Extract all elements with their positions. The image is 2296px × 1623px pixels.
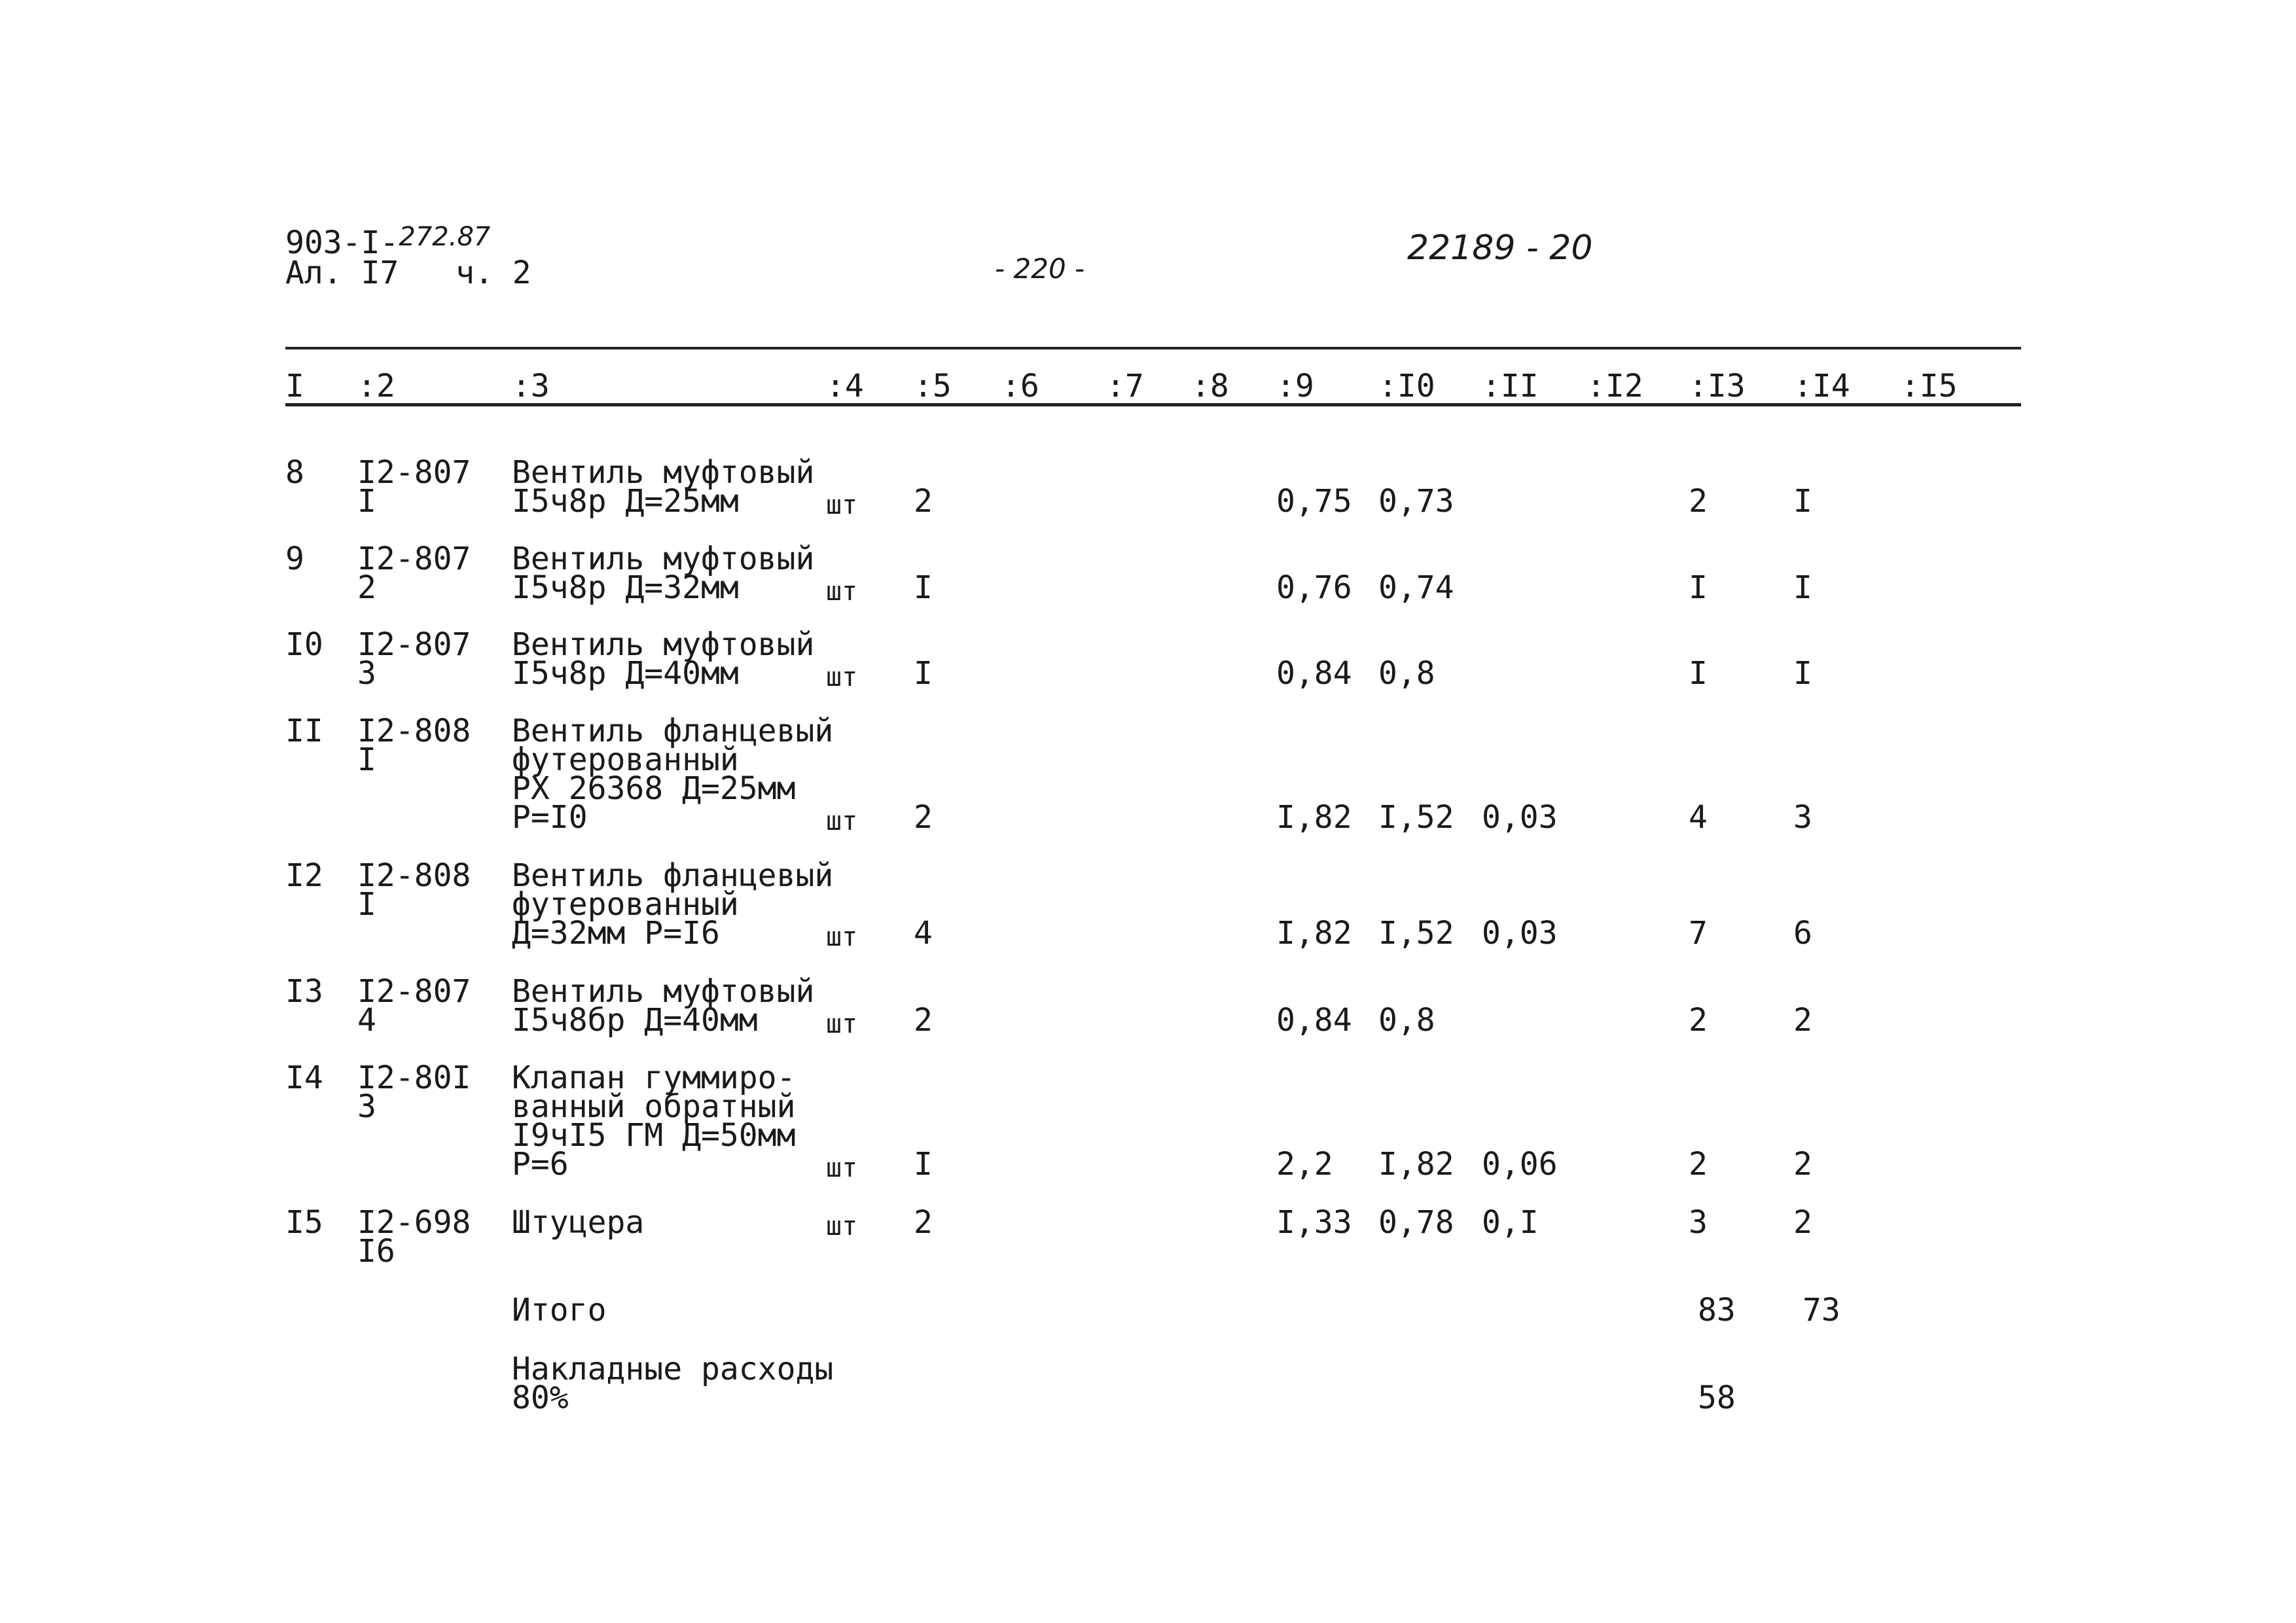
quantity: 2 — [914, 799, 933, 836]
column-header: :I4 — [1793, 368, 1850, 404]
total-col-13: 58 — [1698, 1380, 1736, 1416]
unit: шт — [826, 490, 858, 520]
col-9-value: 0,76 — [1276, 569, 1352, 606]
top-rule — [285, 347, 2021, 349]
column-header: :6 — [1001, 368, 1039, 404]
column-header: :3 — [512, 368, 550, 404]
column-header: :5 — [914, 368, 952, 404]
unit: шт — [826, 1211, 858, 1241]
column-header: :9 — [1276, 368, 1314, 404]
row-number: II — [285, 713, 323, 749]
column-header: I — [285, 368, 304, 404]
unit: шт — [826, 922, 858, 952]
col-14-value: 2 — [1793, 1002, 1812, 1039]
col-10-value: 0,78 — [1378, 1204, 1454, 1241]
col-10-value: 0,73 — [1378, 483, 1454, 520]
col-13-value: I — [1689, 569, 1708, 606]
column-header: :4 — [826, 368, 864, 404]
col-10-value: 0,74 — [1378, 569, 1454, 606]
total-col-14: 73 — [1803, 1292, 1840, 1329]
col-9-value: 0,75 — [1276, 483, 1352, 520]
col-14-value: 3 — [1793, 799, 1812, 836]
col-13-value: 3 — [1689, 1204, 1708, 1241]
row-number: I3 — [285, 973, 323, 1010]
column-header: :I0 — [1378, 368, 1435, 404]
rate-code: I2-807 4 — [357, 973, 471, 1039]
col-14-value: I — [1793, 655, 1812, 692]
col-11-value: 0,03 — [1482, 915, 1558, 952]
total-col-13: 83 — [1698, 1292, 1736, 1329]
item-name: Вентиль фланцевый футерованный РХ 26368 Д=25мм Р=I0 — [512, 713, 834, 836]
row-number: I5 — [285, 1204, 323, 1241]
col-9-value: 0,84 — [1276, 655, 1352, 692]
column-header: :7 — [1106, 368, 1144, 404]
rate-code: I2-698 I6 — [357, 1204, 471, 1270]
col-10-value: I,82 — [1378, 1146, 1454, 1183]
col-10-value: 0,8 — [1378, 1002, 1435, 1039]
item-name: Вентиль муфтовый I5ч8р Д=25мм — [512, 454, 815, 520]
rate-code: I2-80I 3 — [357, 1060, 471, 1125]
col-14-value: I — [1793, 569, 1812, 606]
unit: шт — [826, 662, 858, 692]
col-9-value: 0,84 — [1276, 1002, 1352, 1039]
col-10-value: I,52 — [1378, 799, 1454, 836]
col-9-value: I,82 — [1276, 799, 1352, 836]
col-10-value: 0,8 — [1378, 655, 1435, 692]
quantity: I — [914, 1146, 933, 1183]
total-label: Накладные расходы 80% — [512, 1351, 834, 1416]
quantity: 4 — [914, 915, 933, 952]
col-13-value: 2 — [1689, 1146, 1708, 1183]
rate-code: I2-807 3 — [357, 626, 471, 692]
quantity: 2 — [914, 1204, 933, 1241]
col-11-value: 0,I — [1482, 1204, 1539, 1241]
col-14-value: I — [1793, 483, 1812, 520]
item-name: Вентиль муфтовый I5ч8р Д=32мм — [512, 541, 815, 606]
quantity: I — [914, 655, 933, 692]
col-13-value: 4 — [1689, 799, 1708, 836]
rate-code: I2-808 I — [357, 857, 471, 923]
col-9-value: 2,2 — [1276, 1146, 1333, 1183]
unit: шт — [826, 577, 858, 607]
col-13-value: 7 — [1689, 915, 1708, 952]
row-number: 8 — [285, 454, 304, 491]
unit: шт — [826, 1009, 858, 1039]
col-10-value: I,52 — [1378, 915, 1454, 952]
col-14-value: 6 — [1793, 915, 1812, 952]
col-11-value: 0,06 — [1482, 1146, 1558, 1183]
row-number: I2 — [285, 857, 323, 894]
col-14-value: 2 — [1793, 1204, 1812, 1241]
unit: шт — [826, 806, 858, 836]
column-header: :2 — [357, 368, 395, 404]
column-header: :I5 — [1901, 368, 1958, 404]
quantity: 2 — [914, 483, 933, 520]
col-13-value: 2 — [1689, 1002, 1708, 1039]
rate-code: I2-807 I — [357, 454, 471, 520]
item-name: Клапан гуммиро- ванный обратный I9чI5 ГМ Д=50мм Р=6 — [512, 1060, 796, 1183]
row-number: I0 — [285, 626, 323, 663]
item-name: Вентиль муфтовый I5ч8бр Д=40мм — [512, 973, 815, 1039]
rate-code: I2-807 2 — [357, 541, 471, 606]
col-13-value: 2 — [1689, 483, 1708, 520]
col-9-value: I,33 — [1276, 1204, 1352, 1241]
rate-code: I2-808 I — [357, 713, 471, 778]
col-13-value: I — [1689, 655, 1708, 692]
column-header: :I2 — [1587, 368, 1643, 404]
quantity: I — [914, 569, 933, 606]
doc-code-handwritten: 272.87 — [399, 222, 491, 252]
item-name: Штуцера — [512, 1204, 645, 1241]
column-header: :8 — [1191, 368, 1229, 404]
column-header: :II — [1482, 368, 1539, 404]
album-line: Ал. I7 ч. 2 — [285, 255, 531, 291]
page-number: - 220 - — [995, 253, 1085, 285]
unit: шт — [826, 1153, 858, 1183]
col-14-value: 2 — [1793, 1146, 1812, 1183]
doc-code-printed: 903-I- — [285, 224, 399, 261]
column-header: :I3 — [1689, 368, 1746, 404]
row-number: I4 — [285, 1060, 323, 1096]
doc-number: 22189 - 20 — [1407, 228, 1593, 268]
quantity: 2 — [914, 1002, 933, 1039]
col-11-value: 0,03 — [1482, 799, 1558, 836]
row-number: 9 — [285, 541, 304, 577]
col-9-value: I,82 — [1276, 915, 1352, 952]
total-label: Итого — [512, 1292, 607, 1329]
item-name: Вентиль фланцевый футерованный Д=32мм Р=I6 — [512, 857, 834, 952]
item-name: Вентиль муфтовый I5ч8р Д=40мм — [512, 626, 815, 692]
